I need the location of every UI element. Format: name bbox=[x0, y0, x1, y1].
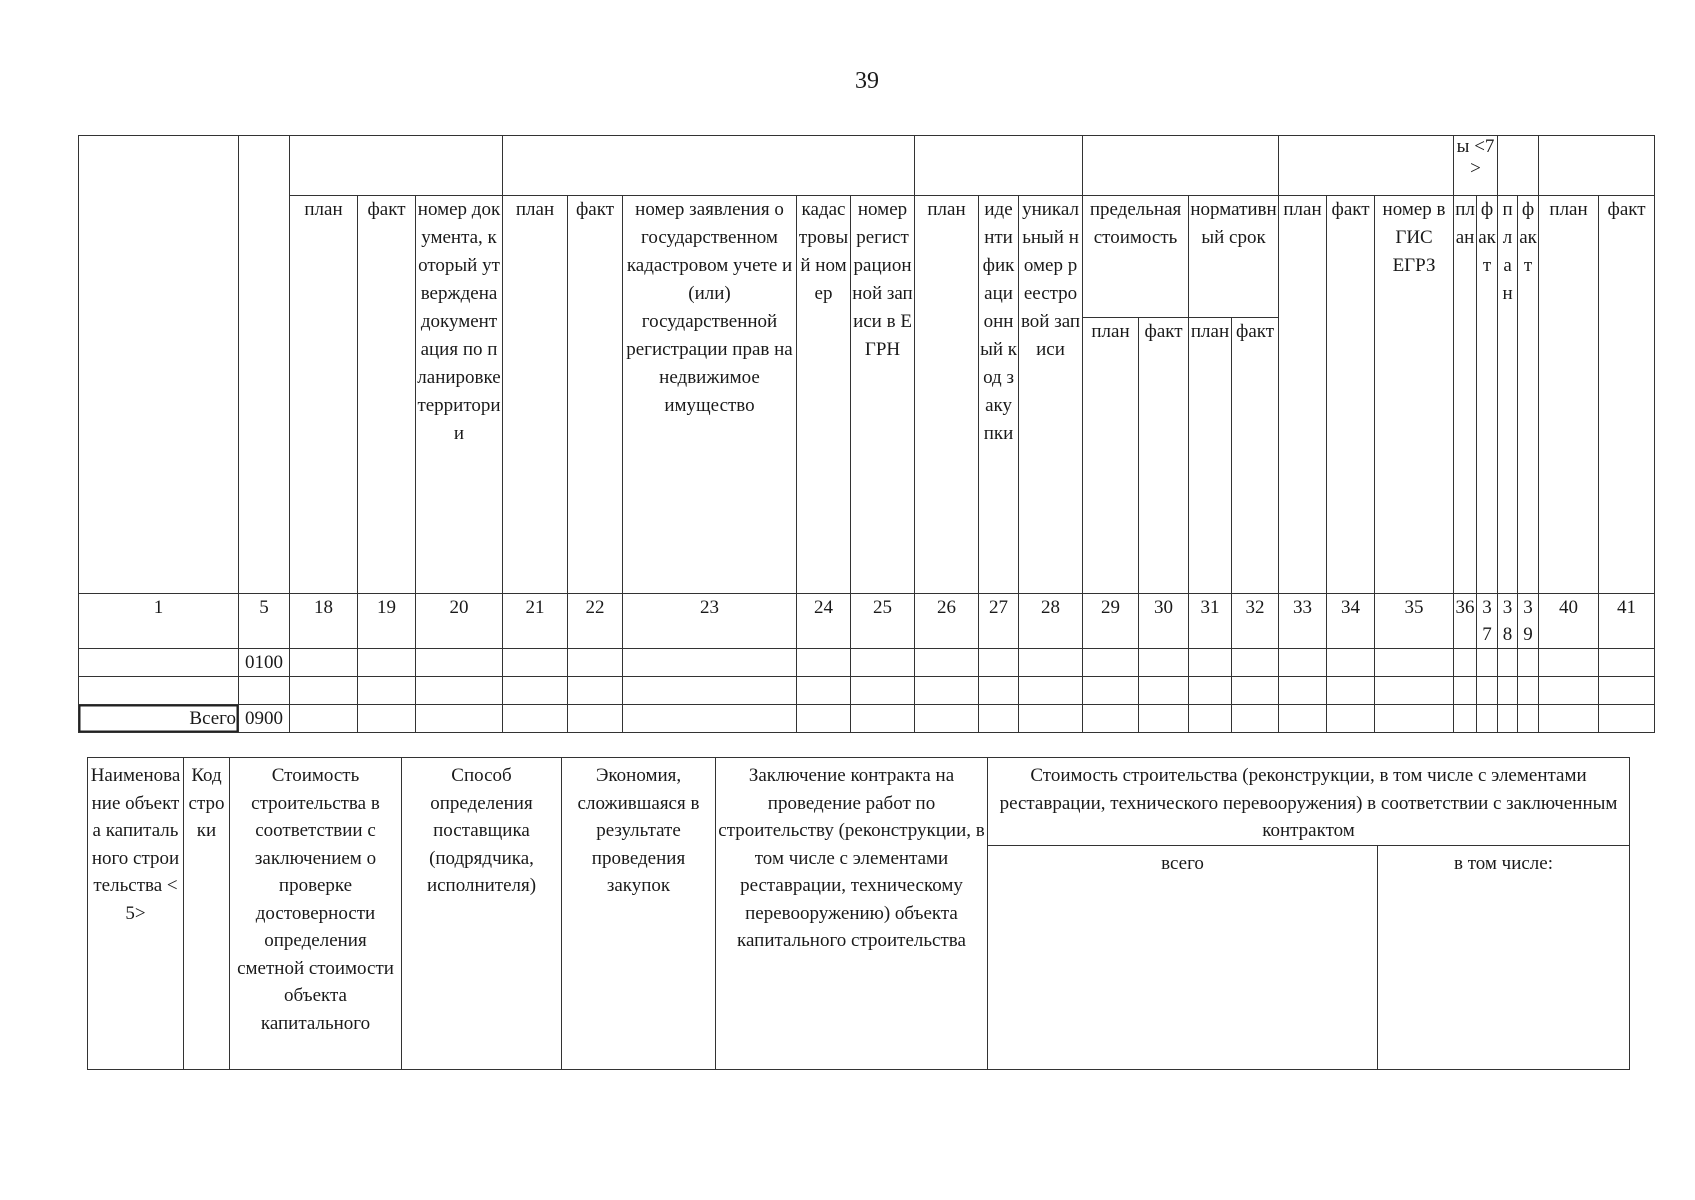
header-37-fact: факт bbox=[1477, 196, 1498, 594]
header-35-gis-number: номер в ГИС ЕГРЗ bbox=[1375, 196, 1454, 594]
header-contract: Заключение контракта на проведение работ по строительству (реконструкции, в том числе с элементами реставрации, техническому перевооружению) объекта капитального строительства bbox=[716, 758, 988, 1070]
header-22-fact: факт bbox=[568, 196, 623, 594]
colnum-41: 41 bbox=[1599, 594, 1655, 649]
row-blank bbox=[79, 677, 239, 705]
header-23-application-number: номер заявления о государственном кадастровом учете и (или) государственной регистрации прав на недвижимое имущество bbox=[623, 196, 797, 594]
header-26-plan: план bbox=[915, 196, 979, 594]
row-total-label: Всего bbox=[79, 705, 239, 733]
header-contract-cost: Стоимость строительства (реконструкции, в том числе с элементами реставрации, технического перевооружения) в соответствии с заключенным контрактом bbox=[988, 758, 1630, 846]
report-table-part-3-header bbox=[87, 757, 1630, 1070]
colnum-40: 40 bbox=[1539, 594, 1599, 649]
colnum-36: 36 bbox=[1454, 594, 1477, 649]
header-group-18-20 bbox=[290, 136, 503, 196]
page-number: 39 bbox=[855, 68, 879, 94]
colnum-38: 38 bbox=[1498, 594, 1518, 649]
colnum-37: 37 bbox=[1477, 594, 1498, 649]
colnum-31: 31 bbox=[1189, 594, 1232, 649]
colnum-35: 35 bbox=[1375, 594, 1454, 649]
colnum-30: 30 bbox=[1139, 594, 1189, 649]
colnum-23: 23 bbox=[623, 594, 797, 649]
colnum-1: 1 bbox=[79, 594, 239, 649]
header-28-registry-number: уникальный номер реестровой записи bbox=[1019, 196, 1083, 594]
colnum-25: 25 bbox=[851, 594, 915, 649]
colnum-32: 32 bbox=[1232, 594, 1279, 649]
header-27-purchase-code: идентификационный код закупки bbox=[979, 196, 1019, 594]
header-group-29-32 bbox=[1083, 136, 1279, 196]
header-31-plan: план bbox=[1189, 318, 1232, 594]
header-36-plan: план bbox=[1454, 196, 1477, 594]
header-18-plan: план bbox=[290, 196, 358, 594]
header-24-cadastral-number: кадастровый номер bbox=[797, 196, 851, 594]
colnum-27: 27 bbox=[979, 594, 1019, 649]
header-group-26-28 bbox=[915, 136, 1083, 196]
header-estimate-cost: Стоимость строительства в соответствии с заключением о проверке достоверности определения сметной стоимости объекта капитального bbox=[230, 758, 402, 1070]
colnum-19: 19 bbox=[358, 594, 416, 649]
header-group-normative-term: нормативный срок bbox=[1189, 196, 1279, 318]
colnum-18: 18 bbox=[290, 594, 358, 649]
header-supplier-method: Способ определения поставщика (подрядчика, исполнителя) bbox=[402, 758, 562, 1070]
header-group-21-25 bbox=[503, 136, 915, 196]
header-including: в том числе: bbox=[1378, 845, 1630, 1069]
header-25-registration-number: номер регистрационной записи в ЕГРН bbox=[851, 196, 915, 594]
header-19-fact: факт bbox=[358, 196, 416, 594]
header-39-fact: факт bbox=[1518, 196, 1539, 594]
colnum-34: 34 bbox=[1327, 594, 1375, 649]
header-group-38-39 bbox=[1498, 136, 1539, 196]
colnum-26: 26 bbox=[915, 594, 979, 649]
colnum-28: 28 bbox=[1019, 594, 1083, 649]
header-29-plan: план bbox=[1083, 318, 1139, 594]
header-col-5 bbox=[239, 136, 290, 594]
header-32-fact: факт bbox=[1232, 318, 1279, 594]
footnote-ref: ы <7> bbox=[1454, 136, 1498, 196]
header-col-1 bbox=[79, 136, 239, 594]
colnum-24: 24 bbox=[797, 594, 851, 649]
row-0100-name bbox=[79, 649, 239, 677]
colnum-5: 5 bbox=[239, 594, 290, 649]
header-30-fact: факт bbox=[1139, 318, 1189, 594]
colnum-33: 33 bbox=[1279, 594, 1327, 649]
colnum-39: 39 bbox=[1518, 594, 1539, 649]
colnum-21: 21 bbox=[503, 594, 568, 649]
header-group-40-41 bbox=[1539, 136, 1655, 196]
header-34-fact: факт bbox=[1327, 196, 1375, 594]
header-38-plan: план bbox=[1498, 196, 1518, 594]
header-object-name: Наименование объекта капитального строительства <5> bbox=[88, 758, 184, 1070]
colnum-22: 22 bbox=[568, 594, 623, 649]
row-0100-code: 0100 bbox=[239, 649, 290, 677]
header-21-plan: план bbox=[503, 196, 568, 594]
colnum-20: 20 bbox=[416, 594, 503, 649]
header-row-code: Код строки bbox=[184, 758, 230, 1070]
header-group-33-35 bbox=[1279, 136, 1454, 196]
header-group-limit-price: предельная стоимость bbox=[1083, 196, 1189, 318]
header-33-plan: план bbox=[1279, 196, 1327, 594]
header-total: всего bbox=[988, 845, 1378, 1069]
header-20-doc-number: номер документа, который утверждена документация по планировке территории bbox=[416, 196, 503, 594]
colnum-29: 29 bbox=[1083, 594, 1139, 649]
report-table-part-2 bbox=[78, 135, 1655, 733]
header-41-fact: факт bbox=[1599, 196, 1655, 594]
header-economy: Экономия, сложившаяся в результате проведения закупок bbox=[562, 758, 716, 1070]
header-40-plan: план bbox=[1539, 196, 1599, 594]
row-total-code: 0900 bbox=[239, 705, 290, 733]
